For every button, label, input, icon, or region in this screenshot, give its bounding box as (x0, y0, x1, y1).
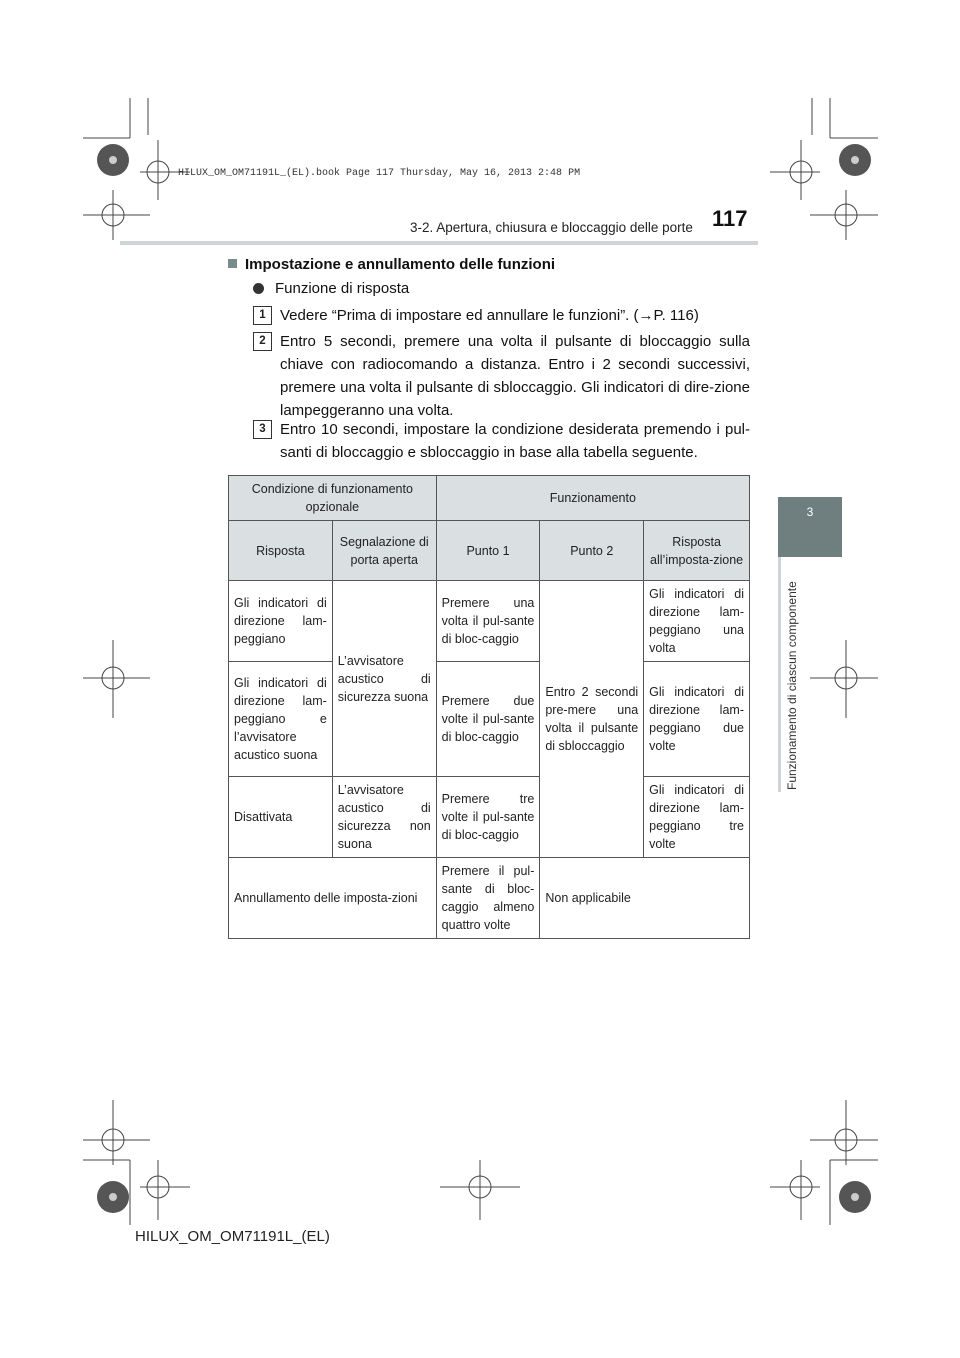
step-text-1: Vedere “Prima di impostare ed annullare le funzioni”. (→P. 116) (280, 307, 699, 324)
section-heading (228, 256, 555, 273)
table-cell: L’avvisatore acustico di sicurezza suona (332, 581, 436, 777)
book-info-line: HILUX_OM_OM71191L_(EL).book Page 117 Thursday, May 16, 2013 2:48 PM (178, 168, 581, 179)
square-bullet-icon (228, 259, 237, 268)
section-heading-text: Impostazione e annullamento delle funzioni (245, 256, 556, 273)
footer-code: HILUX_OM_OM71191L_(EL) (135, 1228, 330, 1245)
table-cell: L’avvisatore acustico di sicurezza non suona (332, 777, 436, 858)
step-number-2: 2 (253, 332, 272, 351)
header-rule (120, 241, 758, 245)
group-header-operation: Funzionamento (436, 476, 749, 521)
table-cell: Gli indicatori di direzione lam-peggiano (229, 581, 333, 662)
table-cell: Gli indicatori di direzione lam-peggiano una volta (644, 581, 750, 662)
col-header-punto2: Punto 2 (540, 521, 644, 581)
table-cell: Gli indicatori di direzione lam-peggiano tre volte (644, 777, 750, 858)
table-cell: Premere il pul-sante di bloc-caggio almeno quattro volte (436, 858, 540, 939)
table-cell: Premere tre volte il pul-sante di bloc-caggio (436, 777, 540, 858)
table-cell: Premere una volta il pul-sante di bloc-caggio (436, 581, 540, 662)
table-cell: Entro 2 secondi pre-mere una volta il pulsante di sbloccaggio (540, 581, 644, 858)
page-number: 117 (712, 206, 748, 231)
round-bullet-icon (253, 283, 264, 294)
side-rule (778, 557, 781, 792)
col-header-risposta: Risposta (229, 521, 333, 581)
col-header-risposta-impostazione: Risposta all’imposta-zione (644, 521, 750, 581)
table-cell: Gli indicatori di direzione lam-peggiano e l’avvisatore acustico suona (229, 662, 333, 777)
chapter-side-label: Funzionamento di ciascun componente (785, 581, 799, 790)
table-cell: Disattivata (229, 777, 333, 858)
table-cell: Premere due volte il pul-sante di bloc-caggio (436, 662, 540, 777)
chapter-tab (778, 497, 842, 557)
chapter-number: 3 (806, 505, 814, 519)
subheading (253, 280, 409, 297)
settings-table (228, 475, 750, 939)
step-number-3: 3 (253, 420, 272, 439)
col-header-segnalazione: Segnalazione di porta aperta (332, 521, 436, 581)
table-cell: Gli indicatori di direzione lam-peggiano due volte (644, 662, 750, 777)
step-text-2: Entro 5 secondi, premere una volta il pulsante di bloccaggio sulla chiave con radiocomando a distanza. Entro i 2 secondi successivi, premere una volta il pulsante di sbloccaggio. Gli indicatori di dire-zione lampeggeranno una volta. (280, 333, 750, 419)
table-cell: Annullamento delle imposta-zioni (229, 858, 437, 939)
subheading-text: Funzione di risposta (275, 280, 410, 297)
col-header-punto1: Punto 1 (436, 521, 540, 581)
group-header-condition: Condizione di funzionamento opzionale (229, 476, 437, 521)
running-header: 3-2. Apertura, chiusura e bloccaggio delle porte (410, 220, 693, 235)
step-number-1: 1 (253, 306, 272, 325)
step-text-3: Entro 10 secondi, impostare la condizione desiderata premendo i pul-santi di bloccaggio e sbloccaggio in base alla tabella seguente. (280, 421, 750, 461)
table-cell: Non applicabile (540, 858, 750, 939)
